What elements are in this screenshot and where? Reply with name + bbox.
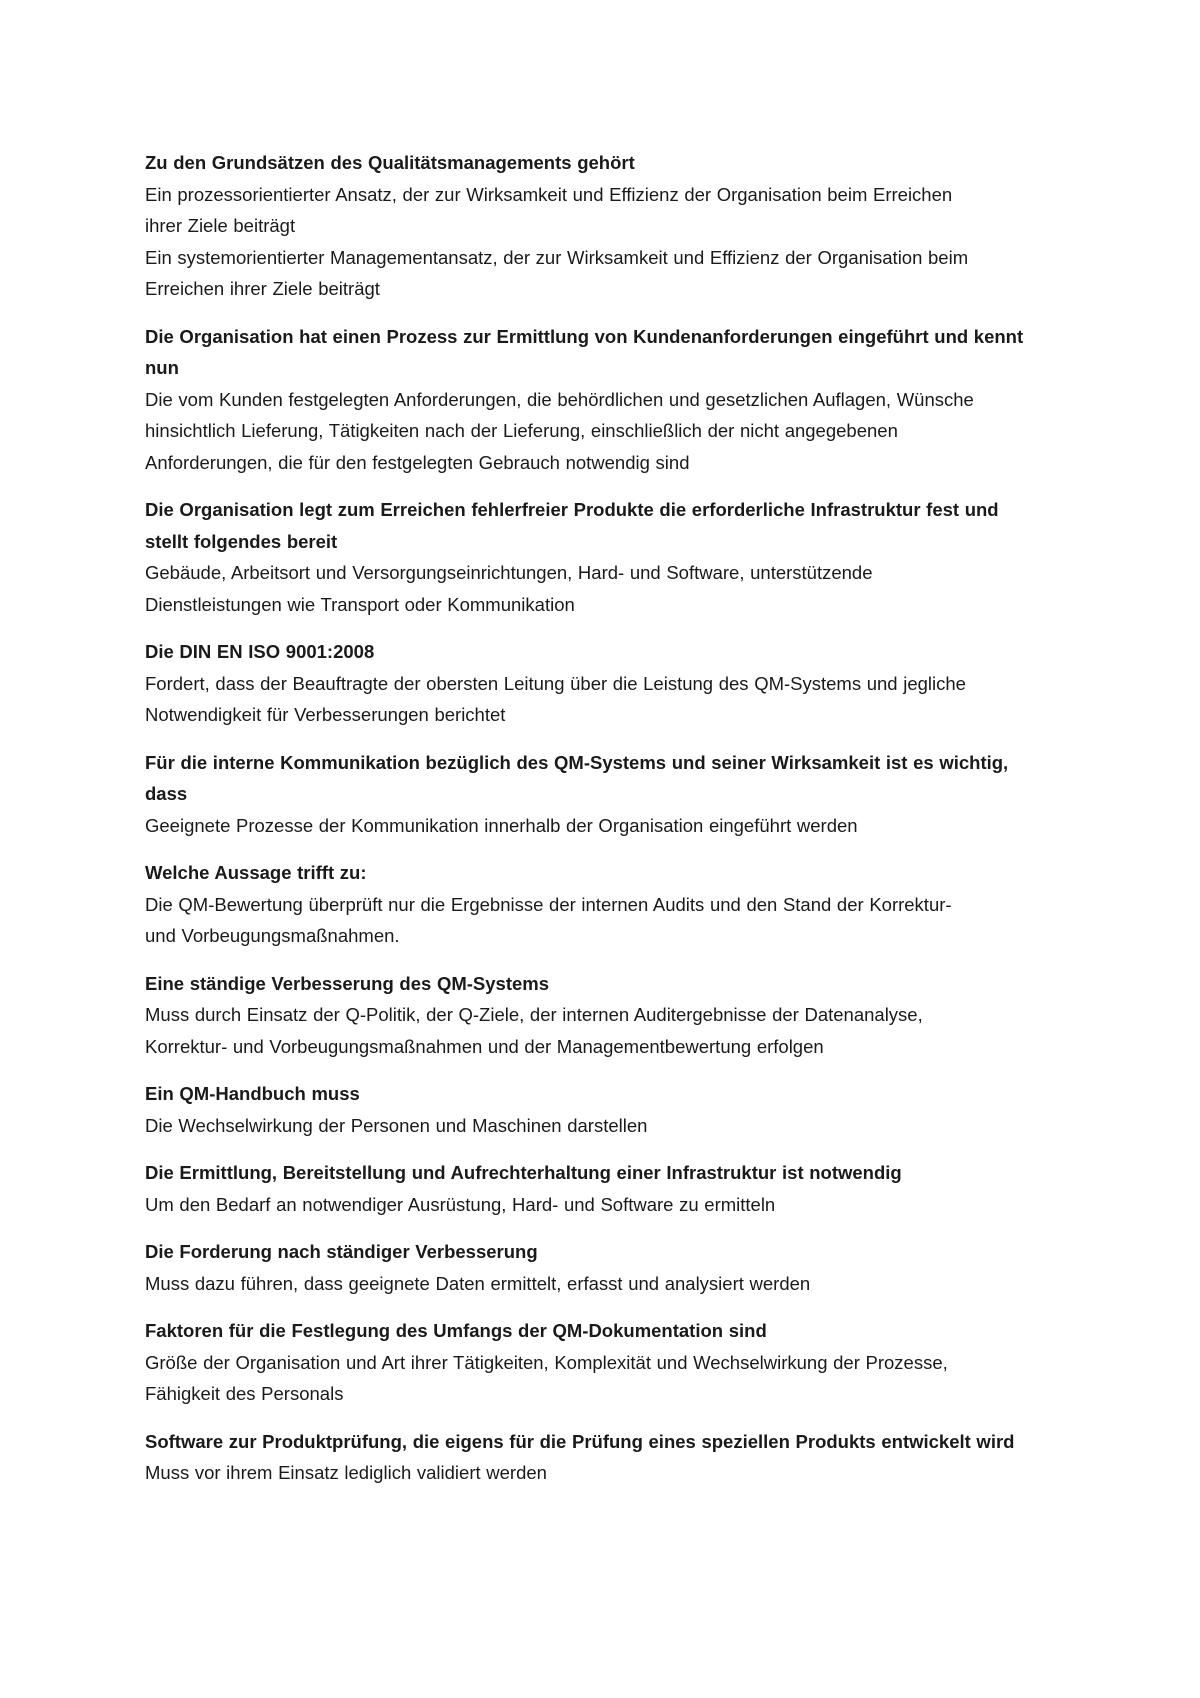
question-text: dass	[145, 783, 188, 804]
answer-text: Ein prozessorientierter Ansatz, der zur Wirksamkeit und Effizienz der Organisation beim Erreichen	[145, 183, 953, 205]
question-text: Die Organisation hat einen Prozess zur Ermittlung von Kundenanforderungen eingeführt und kennt	[145, 325, 1024, 347]
answer-text: Fordert, dass der Beauftragte der obersten Leitung über die Leistung des QM-Systems und jegliche	[145, 672, 966, 694]
question-text: Die Ermittlung, Bereitstellung und Aufrechterhaltung einer Infrastruktur ist notwendig	[145, 1162, 902, 1183]
answer-text: Um den Bedarf an notwendiger Ausrüstung, Hard- und Software zu ermitteln	[145, 1193, 776, 1215]
qa-item-5	[145, 747, 1060, 842]
question-text: Zu den Grundsätzen des Qualitätsmanagements gehört	[145, 152, 635, 173]
answer-text: Die vom Kunden festgelegten Anforderungen, die behördlichen und gesetzlichen Auflagen, Wünsche	[145, 388, 974, 410]
qa-item-4	[145, 636, 1060, 731]
answer-text: Notwendigkeit für Verbesserungen berichtet	[145, 704, 506, 725]
answer-text: Muss dazu führen, dass geeignete Daten ermittelt, erfasst und analysiert werden	[145, 1272, 811, 1294]
qa-item-3	[145, 494, 1060, 620]
answer-text: Anforderungen, die für den festgelegten Gebrauch notwendig sind	[145, 451, 690, 473]
qa-item-7	[145, 968, 1060, 1063]
qa-item-10	[145, 1236, 1060, 1299]
qa-item-12	[145, 1426, 1060, 1489]
answer-text: Die Wechselwirkung der Personen und Maschinen darstellen	[145, 1114, 648, 1136]
answer-text: ihrer Ziele beiträgt	[145, 215, 296, 236]
answer-text: und Vorbeugungsmaßnahmen.	[145, 925, 400, 946]
answer-text: Größe der Organisation und Art ihrer Tätigkeiten, Komplexität und Wechselwirkung der Prozesse,	[145, 1351, 948, 1373]
question-text: Die Organisation legt zum Erreichen fehlerfreier Produkte die erforderliche Infrastruktur fest und	[145, 499, 999, 520]
qa-item-1	[145, 147, 1060, 305]
question-text: nun	[145, 357, 179, 378]
question-text: Software zur Produktprüfung, die eigens für die Prüfung eines speziellen Produkts entwickelt wird	[145, 1430, 1015, 1452]
answer-text: Die QM-Bewertung überprüft nur die Ergebnisse der internen Audits und den Stand der Korrektur-	[145, 893, 952, 915]
question-text: Faktoren für die Festlegung des Umfangs der QM-Dokumentation sind	[145, 1320, 767, 1341]
qa-item-11	[145, 1315, 1060, 1410]
question-text: Die Forderung nach ständiger Verbesserung	[145, 1241, 538, 1262]
answer-text: Ein systemorientierter Managementansatz, der zur Wirksamkeit und Effizienz der Organisation beim	[145, 246, 969, 268]
question-text: Für die interne Kommunikation bezüglich des QM-Systems und seiner Wirksamkeit ist es wichtig,	[145, 751, 1009, 773]
qa-item-8	[145, 1078, 1060, 1141]
answer-text: Fähigkeit des Personals	[145, 1383, 344, 1404]
answer-text: Geeignete Prozesse der Kommunikation innerhalb der Organisation eingeführt werden	[145, 814, 858, 836]
answer-text: Muss vor ihrem Einsatz lediglich validiert werden	[145, 1462, 547, 1483]
question-text: Eine ständige Verbesserung des QM-Systems	[145, 972, 550, 994]
answer-text: hinsichtlich Lieferung, Tätigkeiten nach der Lieferung, einschließlich der nicht angegebenen	[145, 420, 898, 441]
question-text: Die DIN EN ISO 9001:2008	[145, 641, 375, 662]
question-text: Ein QM-Handbuch muss	[145, 1083, 360, 1104]
answer-text: Gebäude, Arbeitsort und Versorgungseinrichtungen, Hard- und Software, unterstützende	[145, 562, 873, 583]
answer-text: Korrektur- und Vorbeugungsmaßnahmen und der Managementbewertung erfolgen	[145, 1035, 824, 1057]
question-text: stellt folgendes bereit	[145, 530, 338, 552]
answer-text: Muss durch Einsatz der Q-Politik, der Q-Ziele, der internen Auditergebnisse der Datenanalyse,	[145, 1004, 923, 1025]
answer-text: Erreichen ihrer Ziele beiträgt	[145, 278, 380, 299]
question-text: Welche Aussage trifft zu:	[145, 862, 367, 883]
qa-item-9	[145, 1157, 1060, 1220]
answer-text: Dienstleistungen wie Transport oder Kommunikation	[145, 593, 575, 615]
qa-item-6	[145, 857, 1060, 952]
qa-item-2	[145, 321, 1060, 479]
